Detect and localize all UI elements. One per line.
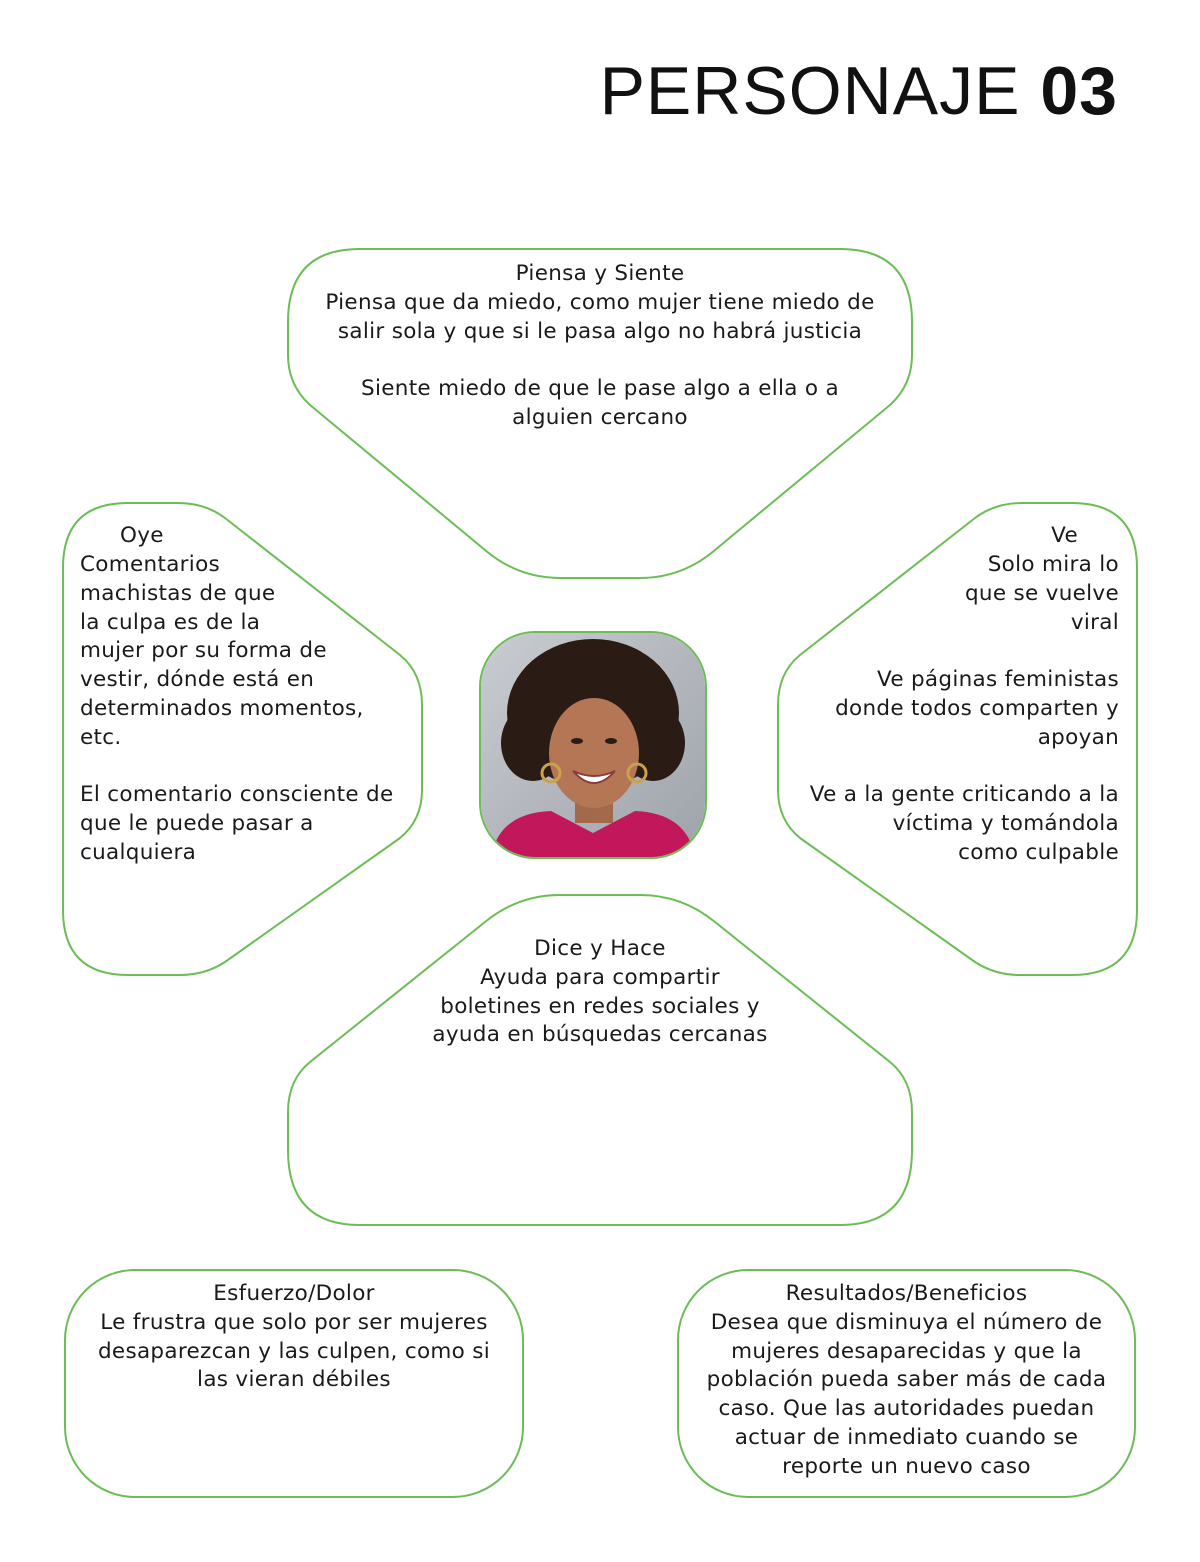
oye-heading: Oye xyxy=(120,523,164,548)
esfuerzo-dolor-section xyxy=(70,1280,518,1395)
ve-heading: Ve xyxy=(1051,523,1078,548)
esfuerzo-dolor-body: Le frustra que solo por ser mujeres desaparezcan y las culpen, como si las vieran débiles xyxy=(97,1309,491,1393)
resultados-beneficios-heading: Resultados/Beneficios xyxy=(785,1281,1028,1306)
resultados-beneficios-section xyxy=(683,1280,1130,1482)
piensa-siente-body: Piensa que da miedo, como mujer tiene miedo de salir sola y que si le pasa algo no habrá justicia Siente miedo de que le pase algo a ella o a alguien cercano xyxy=(325,289,875,430)
dice-hace-body: Ayuda para compartir boletines en redes sociales y ayuda en búsquedas cercanas xyxy=(432,964,768,1048)
title-word: PERSONAJE xyxy=(599,53,1021,129)
piensa-siente-section xyxy=(300,260,900,433)
oye-body: Comentarios machistas de que la culpa es de la mujer por su forma de vestir, dónde está en determinados momentos, etc. El comentario consciente de que le puede pasar a cualquiera xyxy=(80,552,394,865)
dice-hace-heading: Dice y Hace xyxy=(534,936,666,961)
ve-body: Solo mira lo que se vuelve viral Ve páginas feministas donde todos comparten y apoyan Ve a la gente criticando a la víctima y tomándola como culpable xyxy=(809,552,1119,865)
esfuerzo-dolor-heading: Esfuerzo/Dolor xyxy=(213,1281,375,1306)
piensa-siente-heading: Piensa y Siente xyxy=(515,261,685,286)
title-number: 03 xyxy=(1040,53,1118,129)
dice-hace-section xyxy=(350,935,850,1050)
resultados-beneficios-body: Desea que disminuya el número de mujeres desaparecidas y que la población pueda saber más de cada caso. Que las autoridades puedan actuar de inmediato cuando se reporte un nuevo caso xyxy=(706,1309,1107,1479)
woman-portrait-icon xyxy=(481,633,705,857)
avatar xyxy=(479,631,707,859)
